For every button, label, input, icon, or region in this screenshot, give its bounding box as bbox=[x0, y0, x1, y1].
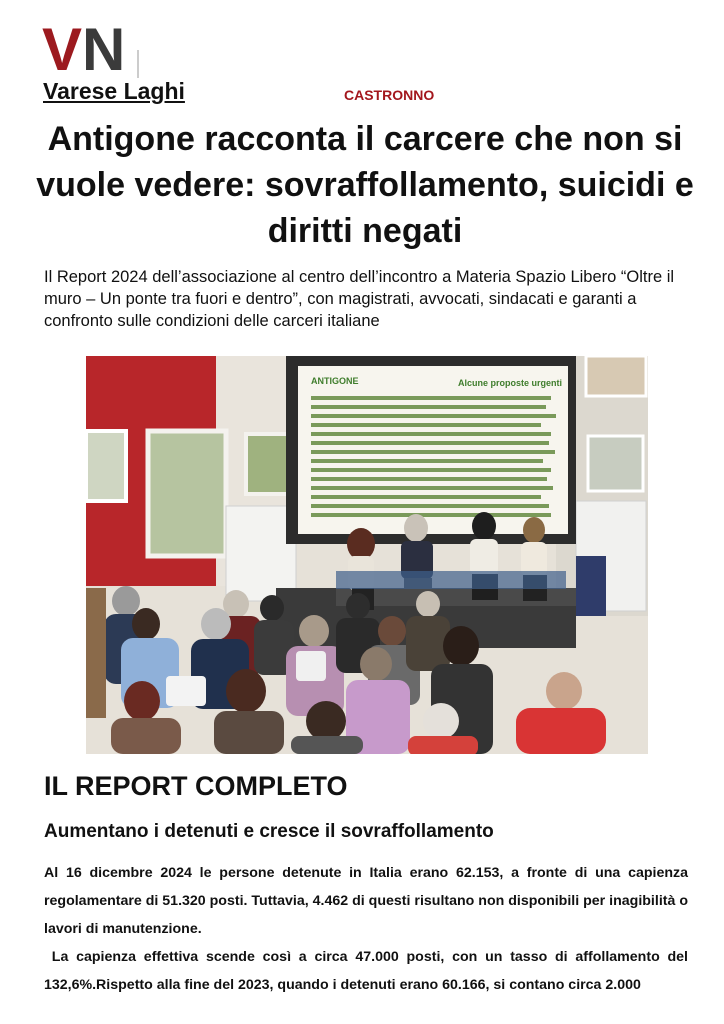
paragraph: Al 16 dicembre 2024 le persone detenute in Italia erano 62.153, a fronte di una capienza regolamentare di 51.320 posti. Tuttavia, 4.462 di questi risultano non disponibili per inagibilità o lavori di manutenzione. bbox=[44, 865, 688, 937]
article-headline: Antigone racconta il carcere che non si vuole vedere: sovraffollamento, suicidi e diritti negati bbox=[36, 120, 694, 250]
logo-letter-n: N bbox=[82, 16, 126, 83]
article-photo bbox=[86, 356, 648, 754]
article-subtitle: Il Report 2024 dell’associazione al centro dell’incontro a Materia Spazio Libero “Oltre il muro – Un ponte tra fuori e dentro”, con magistrati, avvocati, sindacati e garanti a confronto sulle condizioni delle carceri italiane bbox=[44, 268, 675, 330]
logo-divider bbox=[137, 50, 139, 78]
slide-logo: ANTIGONE bbox=[311, 376, 359, 386]
article-body bbox=[44, 859, 692, 999]
section-title: IL REPORT COMPLETO bbox=[44, 771, 348, 801]
logo-letter-v: V bbox=[42, 16, 79, 83]
subsection-title: Aumentano i detenuti e cresce il sovraffollamento bbox=[44, 821, 494, 842]
logo[interactable] bbox=[42, 16, 142, 83]
category-label[interactable]: CASTRONNO bbox=[344, 87, 435, 103]
site-name[interactable]: Varese Laghi bbox=[43, 78, 185, 104]
slide-title: Alcune proposte urgenti bbox=[458, 378, 563, 388]
paragraph: La capienza effettiva scende così a circa 47.000 posti, con un tasso di affollamento del 132,6%.Rispetto alla fine del 2023, quando i detenuti erano 60.166, si contano circa 2.000 bbox=[44, 949, 692, 993]
